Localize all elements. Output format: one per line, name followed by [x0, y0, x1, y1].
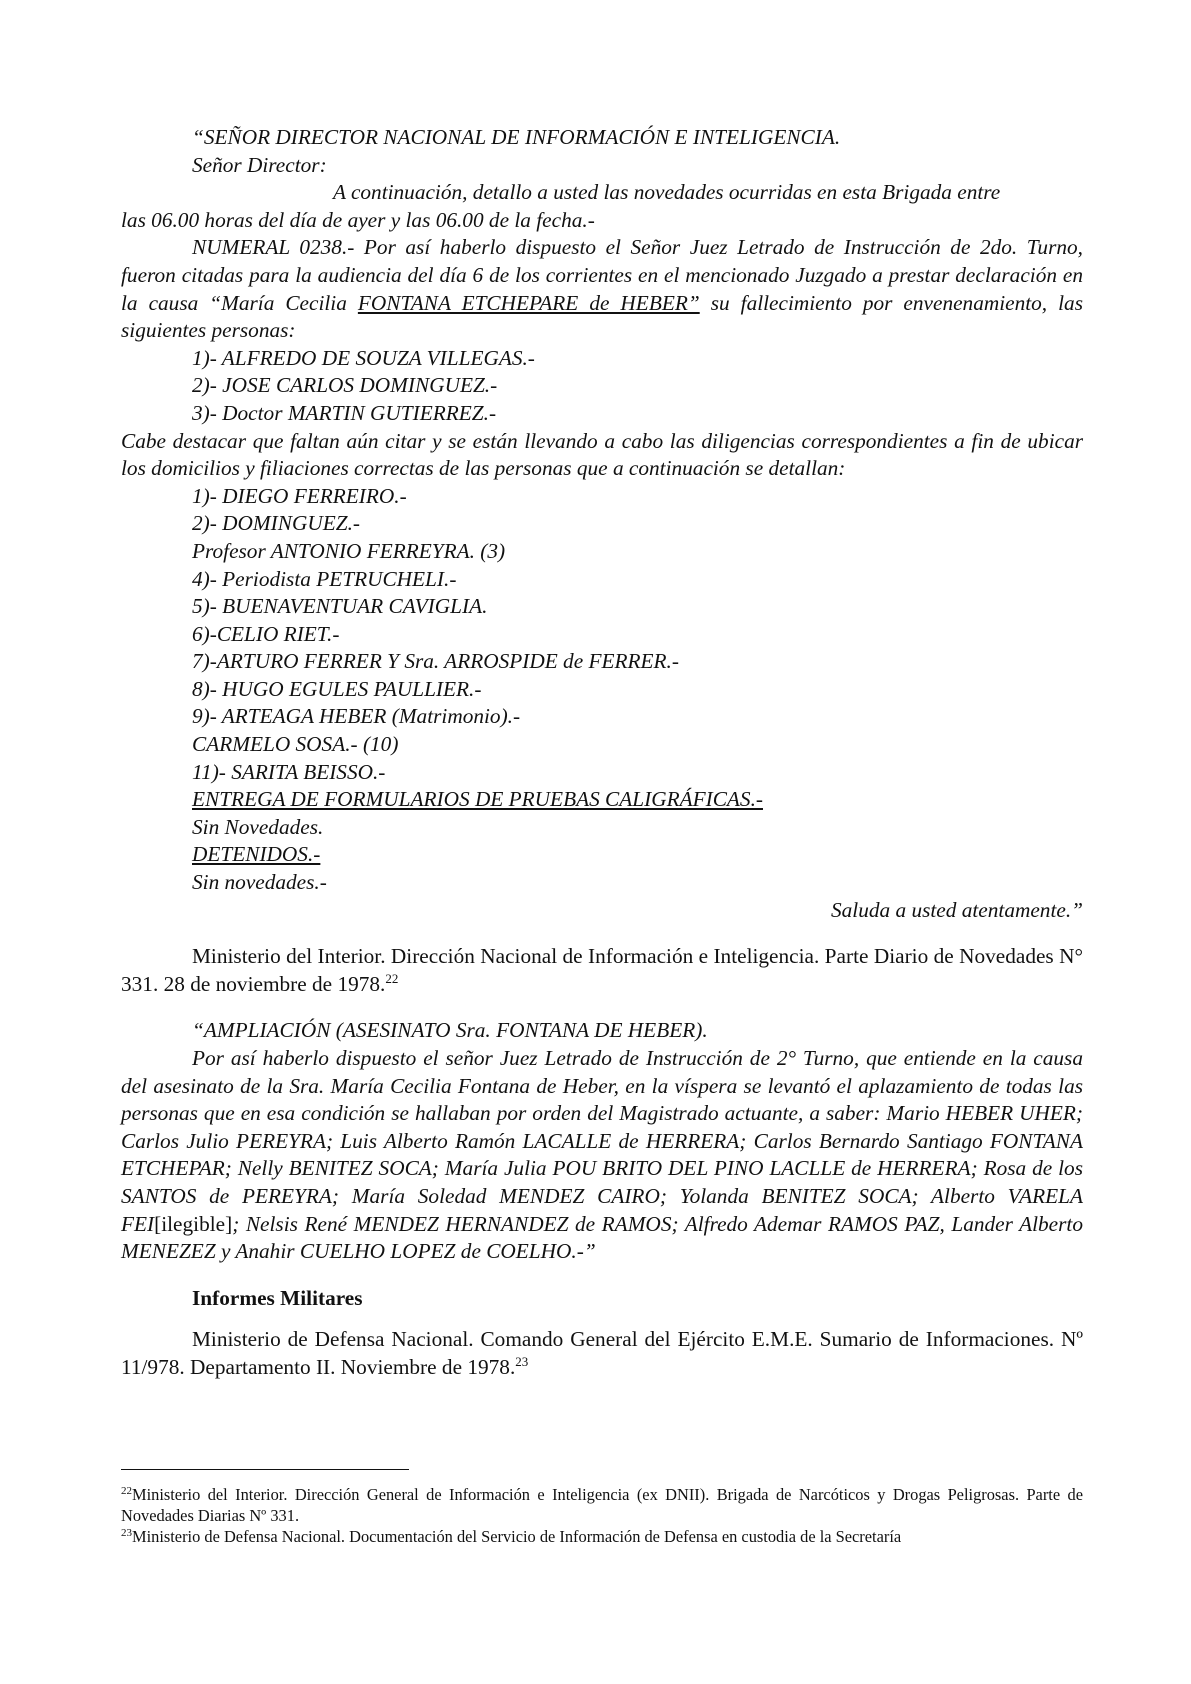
quote2-title: “AMPLIACIÓN (ASESINATO Sra. FONTANA DE HEBER). — [192, 1018, 708, 1043]
cited-item-2: 2)- JOSE CARLOS DOMINGUEZ.- — [192, 373, 498, 398]
cited-item-3: 3)- Doctor MARTIN GUTIERREZ.- — [192, 400, 497, 425]
footnote-ref-22: 22 — [385, 970, 399, 986]
heading-forms: ENTREGA DE FORMULARIOS DE PRUEBAS CALIGRÁFICAS.- — [192, 787, 763, 812]
pending-item-7: 7)-ARTURO FERRER Y Sra. ARROSPIDE de FERRER.- — [192, 649, 679, 674]
numeral-underlined-name: FONTANA ETCHEPARE de HEBER” — [357, 290, 700, 315]
pending-paragraph: Cabe destacar que faltan aún citar y se están llevando a cabo las diligencias correspondientes a fin de ubicar los domicilios y filiaciones correctas de las personas que a continuación se detallan: — [121, 428, 1083, 481]
letter-closing: Saluda a usted atentamente.” — [831, 897, 1083, 922]
pending-item-8: 8)- HUGO EGULES PAULLIER.- — [192, 676, 482, 701]
source-citation-1: Ministerio del Interior. Dirección Nacional de Información e Inteligencia. Parte Diario de Novedades N° 331. 28 de noviembre de 1978.22 — [121, 944, 1083, 996]
quote2-body: Por así haberlo dispuesto el señor Juez Letrado de Instrucción de 2° Turno, que entiende en la causa del asesinato de la Sra. María Cecilia Fontana de Heber, en la víspera se levantó el aplazamiento de todas las personas que en esa condición se hallaban por orden del Magistrado actuante, a saber: Mario HEBER UHER; Carlos Julio PEREYRA; Luis Alberto Ramón LACALLE de HERRERA; Carlos Bernardo Santiago FONTANA ETCHEPAR; Nelly BENITEZ SOCA; María Julia POU BRITO DEL PINO LACLLE de HERRERA; Rosa de los SANTOS de PEREYRA; María Soledad MENDEZ CAIRO; Yolanda BENITEZ SOCA; Alberto VARELA FEI[ilegible]; Nelsis René MENDEZ HERNANDEZ de RAMOS; Alfredo Ademar RAMOS PAZ, Lander Alberto MENEZEZ y Anahir CUELHO LOPEZ de COELHO.-” — [121, 1046, 1083, 1264]
footnotes — [121, 1484, 1083, 1547]
pending-item-2: 2)- DOMINGUEZ.- — [192, 511, 360, 536]
pending-item-11: 11)- SARITA BEISSO.- — [192, 759, 386, 784]
forms-status: Sin Novedades. — [192, 814, 324, 839]
spacer — [121, 1266, 1083, 1285]
source-citation-2: Ministerio de Defensa Nacional. Comando General del Ejército E.M.E. Sumario de Informaciones. Nº 11/978. Departamento II. Noviembre de 1978.23 — [121, 1327, 1083, 1379]
pending-item-6: 6)-CELIO RIET.- — [192, 621, 340, 646]
spacer — [121, 924, 1083, 943]
spacer — [121, 1312, 1083, 1326]
pending-item-3: Profesor ANTONIO FERREYRA. (3) — [192, 538, 506, 563]
pending-item-4: 4)- Periodista PETRUCHELI.- — [192, 566, 457, 591]
letter-salutation-name: Señor Director: — [192, 152, 327, 177]
pending-item-9: 9)- ARTEAGA HEBER (Matrimonio).- — [192, 704, 521, 729]
numeral-text-end: su fallecimiento por envenenamiento, las siguientes personas: — [121, 290, 1083, 343]
numeral-text-start: NUMERAL 0238.- Por así haberlo dispuesto el Señor Juez Letrado de Instrucción de 2do. Turno, fueron citadas para la audiencia del día 6 de los corrientes en el mencionado Juzgado a prestar declaración en la causa “María Cecilia — [121, 235, 1083, 315]
numeral-paragraph — [121, 234, 1083, 344]
document-page — [121, 124, 1083, 1382]
footnote-ref-23: 23 — [515, 1353, 529, 1369]
letter-salutation-title: “SEÑOR DIRECTOR NACIONAL DE INFORMACIÓN E INTELIGENCIA. — [192, 125, 841, 149]
cited-item-1: 1)- ALFREDO DE SOUZA VILLEGAS.- — [192, 345, 535, 370]
pending-item-10: CARMELO SOSA.- (10) — [192, 732, 399, 757]
illegible-mark: [ilegible] — [154, 1211, 233, 1236]
footnote-23: $^{23}$Ministerio de Defensa Nacional. Documentación del Servicio de Información de Defensa en custodia de la Secretaría — [121, 1527, 902, 1546]
footnote-divider — [121, 1469, 409, 1470]
heading-detained: DETENIDOS.- — [192, 842, 321, 867]
pending-item-5: 5)- BUENAVENTUAR CAVIGLIA. — [192, 594, 488, 619]
spacer — [121, 998, 1083, 1017]
pending-item-1: 1)- DIEGO FERREIRO.- — [192, 483, 407, 508]
letter-intro-line-1: A continuación, detallo a usted las novedades ocurridas en esta Brigada entre — [333, 180, 1001, 205]
section-heading: Informes Militares — [192, 1285, 363, 1310]
detained-status: Sin novedades.- — [192, 870, 327, 895]
letter-intro-line-2: las 06.00 horas del día de ayer y las 06.00 de la fecha.- — [121, 207, 595, 232]
footnote-22: $^{22}$Ministerio del Interior. Dirección General de Información e Inteligencia (ex DNII). Brigada de Narcóticos y Drogas Peligrosas. Parte de Novedades Diarias Nº 331. — [121, 1485, 1083, 1525]
